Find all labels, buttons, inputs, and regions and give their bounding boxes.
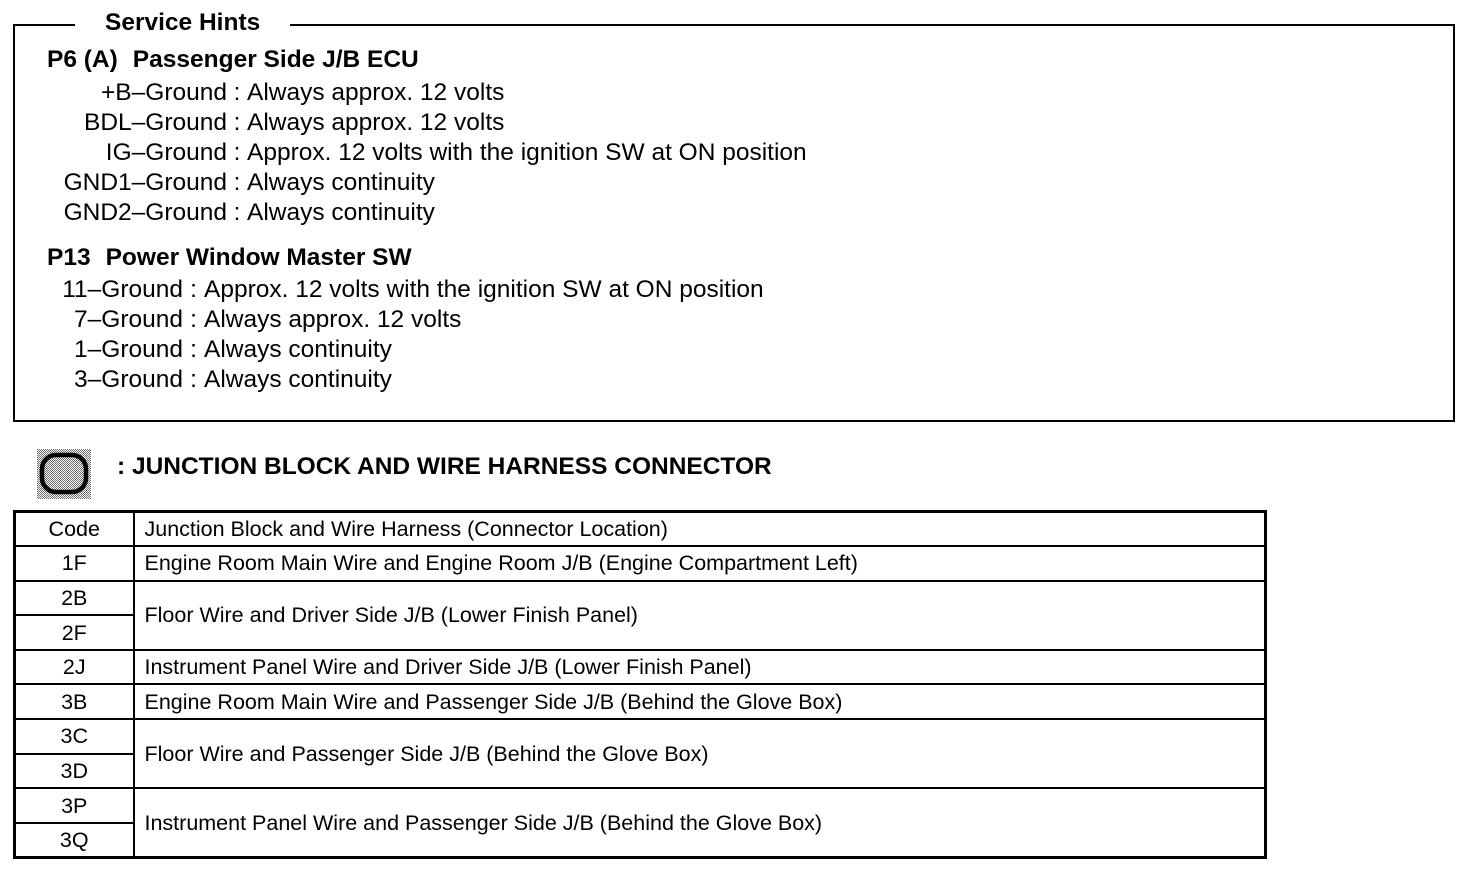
- terminal-pair: IG–Ground: [105, 139, 227, 166]
- service-hints-content: [47, 45, 807, 395]
- check-row: [47, 305, 807, 335]
- separator: :: [233, 109, 241, 136]
- table-row: [15, 546, 1266, 581]
- component-name: Power Window Master SW: [105, 244, 412, 271]
- check-row: [47, 275, 807, 305]
- column-header-location: Junction Block and Wire Harness (Connector Location): [134, 512, 1266, 547]
- connector-location-cell: Instrument Panel Wire and Passenger Side J/B (Behind the Glove Box): [134, 788, 1266, 857]
- connector-location-cell: Floor Wire and Driver Side J/B (Lower Finish Panel): [134, 581, 1266, 650]
- check-row: [47, 335, 807, 365]
- connector-code: P6 (A): [47, 46, 118, 73]
- separator: :: [190, 306, 197, 333]
- connector-location-table: [13, 510, 1267, 859]
- table-row: [15, 684, 1266, 719]
- section-heading: [47, 45, 807, 75]
- condition-spec: Approx. 12 volts with the ignition SW at ON position: [247, 139, 807, 166]
- check-row: [47, 365, 807, 395]
- check-row: [47, 108, 807, 138]
- check-row: [47, 198, 807, 228]
- check-row: [47, 168, 807, 198]
- separator: :: [233, 199, 241, 226]
- connector-code-cell: 2F: [15, 615, 134, 650]
- check-row: [47, 138, 807, 168]
- section-heading: [47, 243, 807, 273]
- table-row: [15, 581, 1266, 616]
- connector-code-cell: 1F: [15, 546, 134, 581]
- condition-spec: Always continuity: [204, 366, 392, 393]
- condition-spec: Always approx. 12 volts: [247, 79, 505, 106]
- condition-spec: Always approx. 12 volts: [247, 109, 505, 136]
- service-hints-title: Service Hints: [75, 11, 290, 35]
- column-header-code: Code: [15, 512, 134, 547]
- connector-location-cell: Engine Room Main Wire and Passenger Side J/B (Behind the Glove Box): [134, 684, 1266, 719]
- hint-section-p6: [47, 45, 807, 228]
- condition-spec: Always continuity: [247, 199, 435, 226]
- terminal-pair: BDL–Ground: [83, 109, 227, 136]
- connector-code-cell: 3Q: [15, 823, 134, 858]
- separator: :: [190, 336, 197, 363]
- junction-block-connector-icon: [37, 449, 91, 499]
- terminal-pair: +B–Ground: [101, 79, 227, 106]
- separator: :: [190, 276, 197, 303]
- connector-code: P13: [47, 244, 91, 271]
- check-list: [47, 78, 807, 228]
- connector-location-cell: Floor Wire and Passenger Side J/B (Behind the Glove Box): [134, 719, 1266, 788]
- connector-code-cell: 3D: [15, 754, 134, 789]
- table-row: [15, 719, 1266, 754]
- connector-code-cell: 2J: [15, 650, 134, 685]
- legend-label: : JUNCTION BLOCK AND WIRE HARNESS CONNECTOR: [117, 453, 772, 480]
- table-row: [15, 650, 1266, 685]
- separator: :: [233, 139, 241, 166]
- component-name: Passenger Side J/B ECU: [132, 46, 419, 73]
- hint-section-p13: [47, 243, 807, 395]
- condition-spec: Always approx. 12 volts: [204, 306, 462, 333]
- check-list: [47, 275, 807, 395]
- terminal-pair: 11–Ground: [62, 276, 183, 303]
- condition-spec: Always continuity: [247, 169, 435, 196]
- connector-location-cell: Engine Room Main Wire and Engine Room J/B (Engine Compartment Left): [134, 546, 1266, 581]
- connector-code-cell: 3P: [15, 788, 134, 823]
- connector-outline: [42, 455, 86, 492]
- terminal-pair: 7–Ground: [74, 306, 183, 333]
- terminal-pair: GND1–Ground: [63, 169, 227, 196]
- terminal-pair: 3–Ground: [74, 366, 183, 393]
- table-header-row: [15, 512, 1266, 547]
- connector-code-cell: 2B: [15, 581, 134, 616]
- separator: :: [233, 79, 241, 106]
- service-hints-box: [13, 9, 1455, 422]
- condition-spec: Approx. 12 volts with the ignition SW at ON position: [204, 276, 764, 303]
- condition-spec: Always continuity: [204, 336, 392, 363]
- separator: :: [190, 366, 197, 393]
- terminal-pair: GND2–Ground: [63, 199, 227, 226]
- check-row: [47, 78, 807, 108]
- connector-code-cell: 3B: [15, 684, 134, 719]
- connector-location-cell: Instrument Panel Wire and Driver Side J/B (Lower Finish Panel): [134, 650, 1266, 685]
- table-row: [15, 788, 1266, 823]
- separator: :: [233, 169, 241, 196]
- connector-code-cell: 3C: [15, 719, 134, 754]
- terminal-pair: 1–Ground: [74, 336, 183, 363]
